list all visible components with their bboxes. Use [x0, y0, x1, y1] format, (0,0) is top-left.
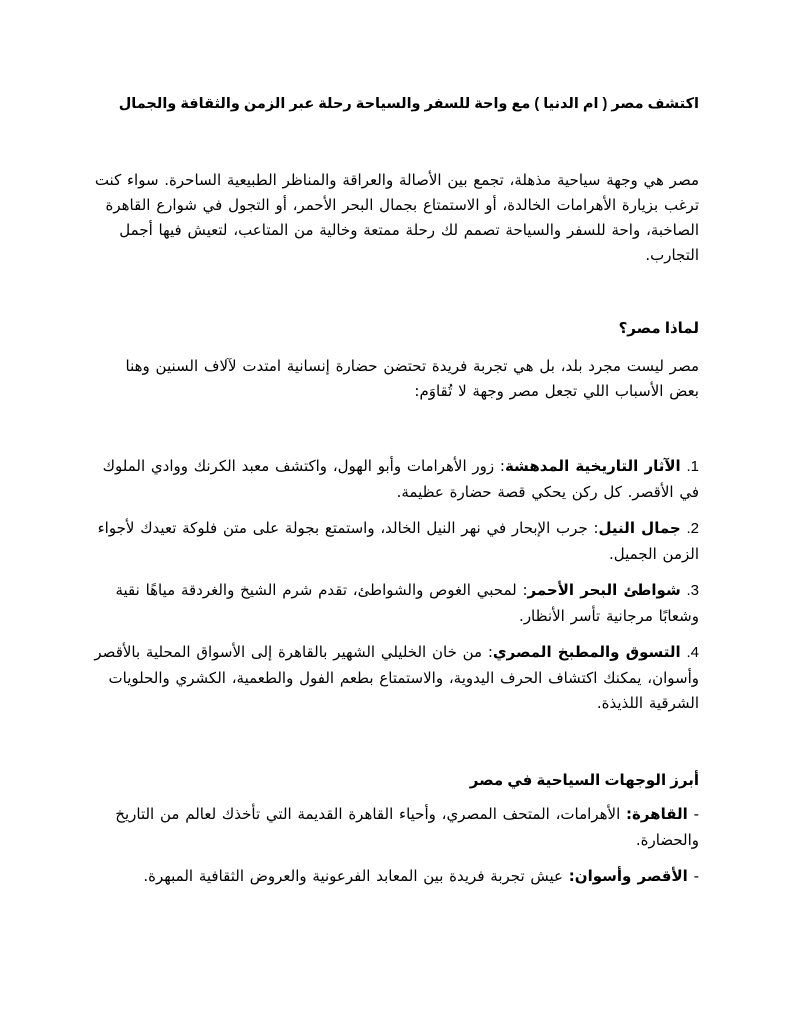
reason-text: : من خان الخليلي الشهير بالقاهرة إلى الأسواق المحلية بالأقصر وأسوان، يمكنك اكتشاف الحرف اليدوية، والاستمتاع بطعم الفول والطعمية، الكشري والحلويات الشرقية اللذيذة. — [94, 643, 699, 712]
reason-label: التسوق والمطبخ المصري — [492, 643, 681, 661]
destination-text: الأهرامات، المتحف المصري، وأحياء القاهرة القديمة التي تأخذك لعالم من التاريخ والحضارة. — [115, 805, 699, 849]
destination-dash: - — [693, 805, 699, 823]
why-egypt-paragraph: مصر ليست مجرد بلد، بل هي تجربة فريدة تحتضن حضارة إنسانية امتدت لآلاف السنين وهنا بعض الأسباب اللي تجعل مصر وجهة لا تُقاوَم: — [125, 357, 699, 400]
destination-item-1 — [92, 802, 699, 853]
destinations-heading: أبرز الوجهات السياحية في مصر — [469, 772, 699, 789]
reason-text: : جرب الإبحار في نهر النيل الخالد، واستمتع بجولة على متن فلوكة تعيدك لأجواء الزمن الجميل. — [97, 519, 699, 563]
reason-number: 3. — [686, 582, 699, 599]
document-title: اكتشف مصر ( ام الدنيا ) مع واحة للسفر والسياحة رحلة عبر الزمن والثقافة والجمال — [118, 96, 699, 112]
destination-label: القاهرة: — [626, 805, 688, 823]
reason-label: شواطئ البحر الأحمر — [527, 581, 681, 599]
reason-text: : زور الأهرامات وأبو الهول، واكتشف معبد الكرنك ووادي الملوك في الأقصر. كل ركن يحكي قصة حضارة عظيمة. — [102, 457, 699, 501]
reason-label: الآثار التاريخية المدهشة — [504, 457, 681, 475]
destination-dash: - — [693, 867, 699, 885]
intro-paragraph: مصر هي وجهة سياحية مذهلة، تجمع بين الأصالة والعراقة والمناظر الطبيعية الساحرة. سواء كنت ترغب بزيارة الأهرامات الخالدة، أو الاستمتاع بجمال البحر الأحمر، أو التجول في شوارع القاهرة الصاخبة، واحة للسفر والسياحة تصمم لك رحلة ممتعة وخالية من المتاعب، لتعيش فيها أجمل التجارب. — [94, 171, 699, 264]
why-egypt-heading: لماذا مصر؟ — [618, 320, 699, 337]
reason-number: 2. — [686, 520, 699, 537]
destination-label: الأقصر وأسوان: — [568, 867, 688, 885]
reason-number: 1. — [686, 458, 699, 475]
reason-text: : لمحبي الغوص والشواطئ، تقدم شرم الشيخ والغردقة مياهًا نقية وشعابًا مرجانية تأسر الأنظار. — [115, 581, 699, 625]
reason-item-3 — [92, 578, 699, 629]
reason-item-1 — [92, 454, 699, 505]
reason-number: 4. — [686, 644, 699, 661]
destination-item-2 — [92, 864, 699, 890]
reason-item-2 — [92, 516, 699, 567]
destination-text: عيش تجربة فريدة بين المعابد الفرعونية والعروض الثقافية المبهرة. — [143, 867, 569, 885]
reason-label: جمال النيل — [598, 519, 681, 537]
reason-item-4 — [92, 640, 699, 717]
